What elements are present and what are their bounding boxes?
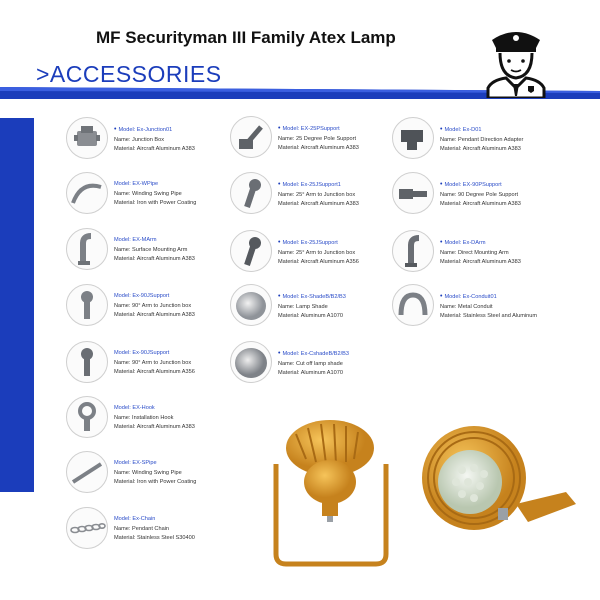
material-label: Material: Aircraft Aluminum A383 [278, 145, 359, 152]
model-label: Model: Ex-Conduit01 [444, 294, 497, 300]
security-guard-icon [484, 26, 548, 98]
model-label: Model: EX-SPipe [114, 460, 157, 466]
model-label: Model: EX-90PSupport [444, 182, 502, 188]
arm-25-image [230, 230, 272, 272]
arm-90-image [66, 341, 108, 383]
model-label: Model: Ex-25JSupport [282, 240, 338, 246]
name-label: Name: 25° Arm to Junction box [278, 191, 356, 198]
arm-25-image [230, 172, 272, 214]
model-label: Model: Ex-90JSupport [114, 350, 170, 356]
model-label: Model: Ex-Chain [114, 516, 156, 522]
model-label: Model: Ex-ShadeB/B2/B3 [282, 294, 346, 300]
material-label: Material: Aircraft Aluminum A383 [114, 256, 195, 263]
material-label: Material: Aircraft Aluminum A383 [114, 312, 195, 319]
cutoff-shade-image [230, 341, 272, 383]
side-accent-bar [0, 118, 34, 492]
name-label: Name: Winding Swing Pipe [114, 469, 182, 476]
name-label: Name: Pendant Chain [114, 525, 170, 532]
material-label: Material: Aircraft Aluminum A383 [278, 201, 359, 208]
hook-image [66, 396, 108, 438]
lamp-front-image [276, 420, 386, 564]
model-label: Model: Ex-DArm [444, 240, 486, 246]
model-label: Model: Ex-D01 [444, 127, 482, 133]
name-label: Name: Pendant Direction Adapter [440, 136, 524, 143]
direct-arm-image [392, 230, 434, 272]
model-label: Model: Ex-25JSupport1 [282, 182, 341, 188]
model-label: Model: EX-WPipe [114, 181, 159, 187]
pole-support-image [392, 172, 434, 214]
lamp-shade-image [230, 284, 272, 326]
material-label: Material: Aluminum A1070 [278, 370, 343, 377]
name-label: Name: Installation Hook [114, 414, 174, 421]
name-label: Name: 25° Arm to Junction box [278, 249, 356, 256]
winding-pipe-image [66, 172, 108, 214]
model-label: Model: Ex-90JSupport [114, 293, 170, 299]
name-label: Name: 90° Arm to Junction box [114, 302, 192, 309]
name-label: Name: Lamp Shade [278, 303, 328, 310]
name-label: Name: Direct Mounting Arm [440, 249, 509, 256]
mounting-arm-image [66, 228, 108, 270]
name-label: Name: 90 Degree Pole Support [440, 191, 519, 198]
name-label: Name: Surface Mounting Arm [114, 246, 188, 253]
name-label: Name: 90° Arm to Junction box [114, 359, 192, 366]
name-label: Name: Cut off lamp shade [278, 360, 343, 367]
material-label: Material: Aluminum A1070 [278, 313, 343, 320]
model-label: Model: EX-Hook [114, 405, 155, 411]
junction-box-image [66, 117, 108, 159]
arm-90-image [66, 284, 108, 326]
material-label: Material: Stainless Steel and Aluminum [440, 313, 538, 320]
name-label: Name: Winding Swing Pipe [114, 190, 182, 197]
material-label: Material: Aircraft Aluminum A356 [278, 259, 359, 266]
name-label: Name: 25 Degree Pole Support [278, 135, 357, 142]
material-label: Material: Aircraft Aluminum A383 [440, 201, 521, 208]
model-label: Model: Ex-Junction01 [118, 127, 173, 133]
chain-image [66, 507, 108, 549]
model-label: Model: EX-25PSupport [282, 126, 340, 132]
name-label: Name: Metal Conduit [440, 303, 493, 310]
material-label: Material: Iron with Power Coating [114, 479, 197, 486]
material-label: Material: Aircraft Aluminum A383 [440, 146, 521, 153]
pendant-adapter-image [392, 117, 434, 159]
material-label: Material: Iron with Power Coating [114, 200, 197, 207]
material-label: Material: Stainless Steel S30400 [114, 535, 195, 542]
straight-pipe-image [66, 451, 108, 493]
section-heading: >ACCESSORIES [36, 61, 222, 87]
name-label: Name: Junction Box [114, 136, 165, 143]
material-label: Material: Aircraft Aluminum A356 [114, 369, 195, 376]
material-label: Material: Aircraft Aluminum A383 [440, 259, 521, 266]
atex-lamp-photos [266, 404, 596, 594]
material-label: Material: Aircraft Aluminum A383 [114, 146, 195, 153]
model-label: Model: EX-MArm [114, 237, 157, 243]
page-title: MF Securityman III Family Atex Lamp [96, 28, 396, 47]
pole-support-image [230, 116, 272, 158]
material-label: Material: Aircraft Aluminum A383 [114, 424, 195, 431]
model-label: Model: Ex-CshadeB/B2/B3 [282, 351, 349, 357]
lamp-angled-image [422, 426, 576, 530]
metal-conduit-image [392, 284, 434, 326]
